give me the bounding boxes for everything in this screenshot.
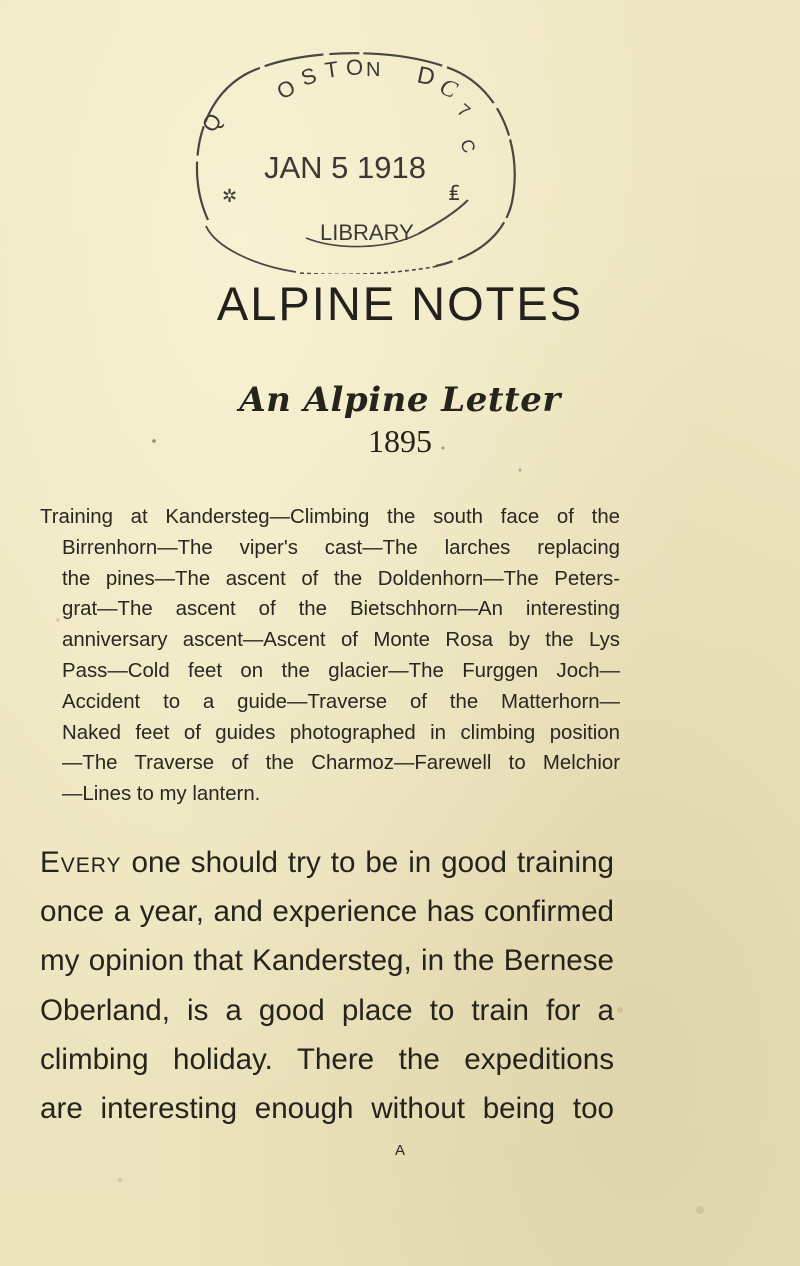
book-title: ALPINE NOTES xyxy=(216,277,584,330)
synopsis-line: grat—The ascent of the Bietschhorn—An interesting xyxy=(62,598,620,621)
library-stamp-seal xyxy=(186,52,526,274)
chapter-title: An Alpine Letter xyxy=(239,380,561,420)
synopsis-line: —The Traverse of the Charmoz—Farewell to Melchior xyxy=(62,752,620,775)
synopsis-line: Pass—Cold feet on the glacier—The Furggen Joch— xyxy=(62,659,620,682)
body-line: climbing holiday. There the expeditions xyxy=(40,1042,614,1076)
synopsis-line: —Lines to my lantern. xyxy=(62,783,261,806)
body-line: once a year, and experience has confirmed xyxy=(40,895,614,929)
synopsis-line: Accident to a guide—Traverse of the Matterhorn— xyxy=(62,690,620,713)
body-paragraph xyxy=(40,838,614,1133)
svg-text:N: N xyxy=(366,59,381,81)
svg-text:₤: ₤ xyxy=(448,181,461,205)
synopsis-line: anniversary ascent—Ascent of Monte Rosa by the Lys xyxy=(62,629,620,652)
svg-text:✲: ✲ xyxy=(222,186,238,207)
svg-text:Q: Q xyxy=(196,108,227,137)
synopsis-line: Training at Kandersteg—Climbing the south face of the xyxy=(40,506,620,528)
stamp-library: LIBRARY xyxy=(320,220,414,245)
synopsis-line: Birrenhorn—The viper's cast—The larches replacing xyxy=(62,536,620,559)
svg-text:O: O xyxy=(272,74,300,105)
body-line xyxy=(40,838,614,887)
body-line: Oberland, is a good place to train for a xyxy=(40,993,614,1027)
synopsis-line: Naked feet of guides photographed in climbing position xyxy=(62,721,620,744)
body-line: my opinion that Kandersteg, in the Bernese xyxy=(40,944,614,978)
body-line: are interesting enough without being too xyxy=(40,1092,614,1126)
svg-text:C: C xyxy=(456,136,480,156)
chapter-year: 1895 xyxy=(368,423,432,459)
chapter-synopsis xyxy=(40,502,620,810)
library-stamp xyxy=(186,52,526,274)
first-line-text: one should try to be in good training xyxy=(121,846,614,879)
svg-text:S: S xyxy=(297,62,320,91)
svg-text:T: T xyxy=(323,56,341,83)
signature-mark: A xyxy=(394,1142,405,1159)
svg-text:C: C xyxy=(435,73,461,104)
stamp-date: JAN 5 1918 xyxy=(264,150,426,185)
synopsis-line: the pines—The ascent of the Doldenhorn—The Peters- xyxy=(62,567,620,590)
svg-text:O: O xyxy=(346,55,364,80)
first-word: Every xyxy=(40,846,122,879)
svg-text:7: 7 xyxy=(453,99,474,122)
svg-text:D: D xyxy=(414,61,438,92)
